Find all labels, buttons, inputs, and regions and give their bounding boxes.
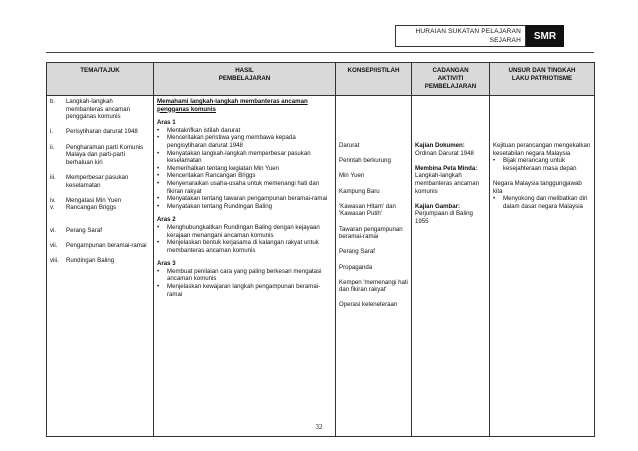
list-item: • Menceritakan Rancangan Briggs [157,172,256,180]
hasil-cell [154,96,336,437]
konsep-item: Perang Saraf [339,248,375,256]
tema-item: i. Perisytiharan darurat 1948 [50,128,138,136]
tema-item: ii. Pengharaman parti Komunis Malaya dan parti-parti berhaluan kiri [50,143,144,166]
aras1-label: Aras 1 [157,119,176,127]
smr-badge: SMR [526,25,564,47]
aktiviti-text: Langkah-langkah membanteras ancaman komunis [415,172,480,195]
header-subject: SEJARAH [489,37,521,44]
tema-item: iii. Memperbesar pasukan keselamatan [50,173,129,189]
table-header-row [47,63,595,96]
tema-item: vi. Perang Saraf [50,227,102,235]
aras3-label: Aras 3 [157,260,176,268]
aktiviti-label: Membina Peta Minda: [415,164,478,172]
list-item: • Memerihalkan tentang kegiatan Min Yuen [157,164,280,172]
col-header-aktiviti: CADANGAN AKTIVITI PEMBELAJARAN [412,63,490,96]
konsep-item: Perintah berkurung [339,157,391,165]
konsep-item: Darurat [339,142,360,149]
list-item: • Menjelaskan kewajaran langkah pengampunan beramai-ramai [157,283,321,298]
list-item: • Mentakrifkan istilah darurat [157,126,241,134]
konsep-item: 'Kawasan Hitam' dan 'Kawasan Putih' [339,202,396,218]
aktiviti-label: Kajian Gambar: [415,202,461,210]
list-item: • Menyenaraikan usaha-usaha untuk memenangi hati dan fikiran rakyat [157,179,320,195]
tema-main-item: b. Langkah-langkah membanteras ancaman pengganas komunis [50,98,131,121]
konsep-cell [336,96,412,437]
tema-item: v. Rancangan Briggs [50,204,117,212]
tema-item: vii. Pengampunan beramai-ramai [50,242,147,250]
header-divider [46,52,594,53]
aras2-label: Aras 2 [157,216,176,224]
aktiviti-text: Perjumpaan di Baling 1955 [415,210,473,225]
konsep-item: Propaganda [339,263,373,271]
header-title: HURAIAN SUKATAN PELAJARAN [415,28,521,35]
hasil-title: Memahami langkah-langkah membanteras ancaman pengganas komunis [157,98,308,113]
list-item: • Menjelaskan bentuk kerjasama di kalangan rakyat untuk membanteras ancaman komunis [157,239,319,254]
col-header-patriotisme: UNSUR DAN TINGKAH LAKU PATRIOTISME [490,63,595,96]
aktiviti-text: Ordinan Darurat 1948 [415,149,474,157]
col-header-tema: TEMA/TAJUK [47,63,154,96]
col-header-konsep: KONSEP/ISTILAH [336,63,412,96]
page-number: 32 [315,423,323,431]
list-item: • Bijak merancang untuk kesejahteraan masa depan [493,157,577,172]
konsep-item: Operasi keleneteraan [339,301,398,309]
list-item: • Menyatakan tentang Rundingan Baling [157,202,273,210]
syllabus-table [46,62,595,437]
list-item: • Menyatakan tentang tawaran pengampunan beramai-ramai [157,195,328,203]
tema-item: viii. Rundingan Baling [50,257,115,265]
patriotisme-text: Negara Malaysia tanggungjawab kita [493,179,582,195]
konsep-item: Kampung Baru [339,187,380,195]
list-item: • Menyokong dan melibatkan diri dalam dasar negara Malaysia [493,195,588,210]
tema-item: iv. Mengatasi Min Yuen [50,196,122,204]
list-item: • Menyatakan langkah-langkah memperbesar pasukan keselamatan [157,149,311,165]
list-item: • Membuat penilaian cara yang paling berkesan mengatasi ancaman komunis [157,267,322,283]
table-body-row [47,96,595,437]
aktiviti-label: Kajian Dokumen: [415,142,465,149]
patriotisme-text: Kejituan perancangan mengekalkan kesetabilan negara Malaysia [493,142,591,157]
aktiviti-cell [412,96,490,437]
list-item: • Menceritakan peristiwa yang membawa kepada pengisytiharan darurat 1948 [157,134,296,149]
document-header-box [395,25,526,47]
list-item: • Menghubungkaitkan Rundingan Baling dengan kejayaan kerajaan menangani ancaman komunis [157,223,320,239]
col-header-hasil: HASIL PEMBELAJARAN [154,63,336,96]
konsep-item: Min Yuen [339,172,365,180]
patriotisme-cell [490,96,595,437]
konsep-item: Kempen 'memenangi hati dan fikiran rakyat' [339,278,408,294]
tema-cell [47,96,154,437]
konsep-item: Tawaran pengampunan beramai-ramai [339,225,403,241]
